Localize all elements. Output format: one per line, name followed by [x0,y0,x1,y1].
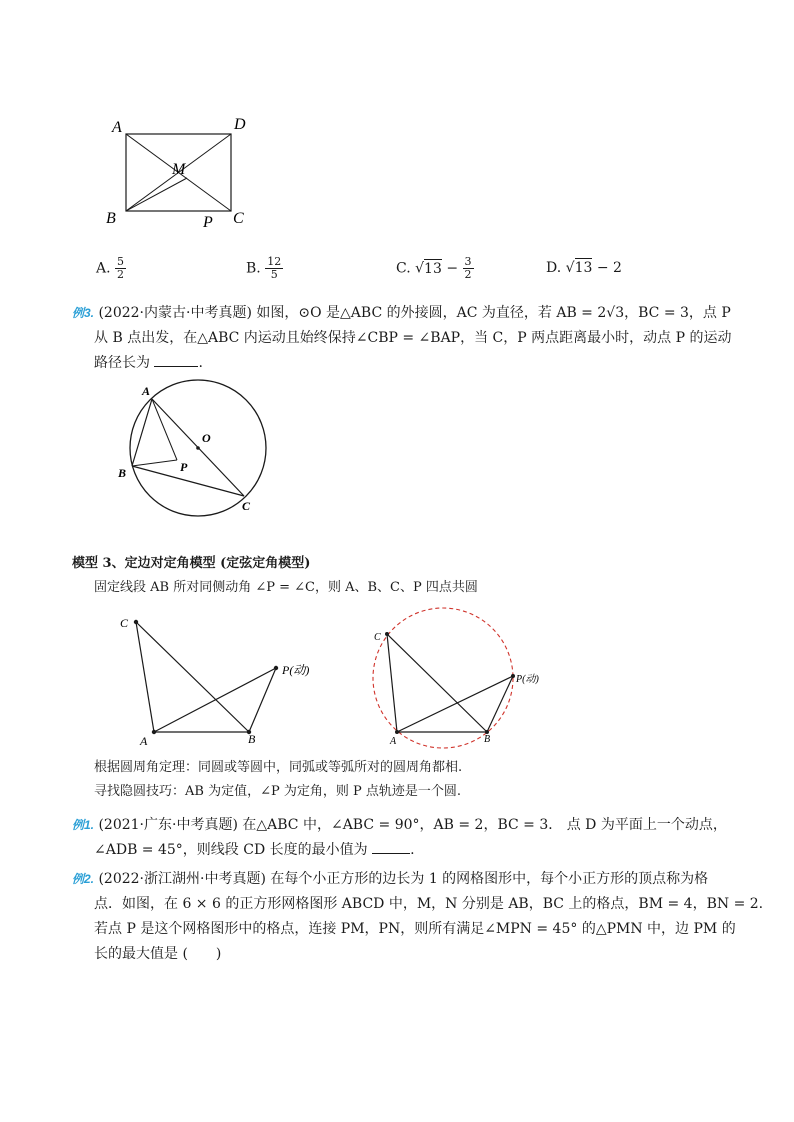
segment-bp [132,460,177,466]
theory-line1: 根据圆周角定理：同圆或等圆中，同弧或等弧所对的圆周角都相. [94,760,463,775]
label-b: B [248,732,256,746]
option-d-radicand: 13 [574,260,593,276]
point-c [385,632,389,636]
segment-bp [487,676,513,732]
segment-ap [154,668,276,732]
label-p: P [180,460,188,474]
example2-line1: 例2. (2022·浙江湖州·中考真题) 在每个小正方形的边长为 1 的网格图形中，每个小正方形的顶点称为格 [72,871,709,887]
figure-circle-triangle [110,378,280,518]
figure-fixed-angle-circle [364,604,554,754]
label-c: C [120,616,129,630]
option-b[interactable] [246,256,283,281]
point-c [134,620,138,624]
label-o: O [202,431,211,445]
hidden-circle [373,608,513,748]
segment-bc [132,466,244,496]
figure-rectangle [100,108,260,236]
option-c[interactable]: C. √13 − $\frac{3}{2}$ [396,255,472,281]
label-d: D [234,116,246,133]
segment-ap [152,399,177,460]
segment-bm [126,178,187,211]
point-p [511,674,515,678]
point-a [395,730,399,734]
label-b: B [118,466,127,480]
example2-line4: 长的最大值是 ( ) [94,946,222,962]
label-m: M [172,161,186,178]
segment-ca [136,622,154,732]
figure-fixed-angle-left [112,612,332,748]
option-d-letter: D. [546,260,562,276]
example2-line2: 点．如图，在 6 × 6 的正方形网格图形 ABCD 中，M，N 分别是 AB，BC 上的格点，BM = 4，BN = 2. [94,896,764,912]
option-a-letter: A. [96,260,111,277]
theory-line2: 寻找隐圆技巧：AB 为定值，∠P 为定角，则 P 点轨迹是一个圆. [94,784,461,799]
label-c: C [242,499,251,513]
answer-blank[interactable] [372,839,410,854]
answer-blank[interactable] [154,352,198,367]
label-p: P [203,214,213,231]
example2-line3: 若点 P 是这个网格图形中的格点，连接 PM，PN，则所有满足∠MPN = 45° 的△PMN 中，边 PM 的 [94,921,736,937]
option-a[interactable] [96,256,126,281]
option-c-fraction: $\frac{3}{2}$ [464,255,472,281]
model3-description: 固定线段 AB 所对同侧动角 ∠P = ∠C，则 A、B、C、P 四点共圆 [94,580,478,595]
option-a-fraction: $\frac{5}{2}$ [117,255,125,281]
label-c: C [374,632,381,643]
example2-tag: 例2. [72,872,95,886]
example3-tag: 例3. [72,306,95,320]
label-b: B [484,734,491,745]
label-a: A [140,734,148,748]
option-b-fraction: $\frac{12}{5}$ [267,255,282,281]
segment-ca [387,634,397,732]
point-p [274,666,278,670]
option-c-radicand: 13 [424,260,442,277]
label-a: A [142,384,151,398]
label-a: A [390,736,397,747]
example3-line1: 例3. (2022·内蒙古·中考真题) 如图，⊙O 是△ABC 的外接圆，AC 为直径，若 AB = 2√3，BC = 3，点 P [72,305,731,321]
model3-title: 模型 3、定边对定角模型 (定弦定角模型) [72,556,311,571]
point-a [152,730,156,734]
label-b: B [106,210,116,227]
label-p: P(动) [282,663,310,677]
segment-cb [387,634,487,732]
option-d[interactable]: D. √13 − 2 [546,260,622,276]
segment-bp [249,668,276,732]
example3-line2: 从 B 点出发，在△ABC 内运动且始终保持∠CBP = ∠BAP，当 C，P 两点距离最小时，动点 P 的运动 [94,330,732,346]
label-p: P(动) [516,674,539,685]
option-b-letter: B. [246,260,261,277]
example1-tag: 例1. [72,818,95,832]
example1-line1: 例1. (2021·广东·中考真题) 在△ABC 中，∠ABC = 90°，AB = 2，BC = 3． 点 D 为平面上一个动点， [72,817,727,833]
option-c-letter: C. [396,260,411,277]
label-c: C [233,210,244,227]
label-a: A [112,119,122,136]
center-point [196,446,200,450]
segment-cb [136,622,249,732]
example1-line2: ∠ADB = 45°，则线段 CD 长度的最小值为 . [94,838,415,862]
example3-line3: 路径长为 . [94,351,203,375]
